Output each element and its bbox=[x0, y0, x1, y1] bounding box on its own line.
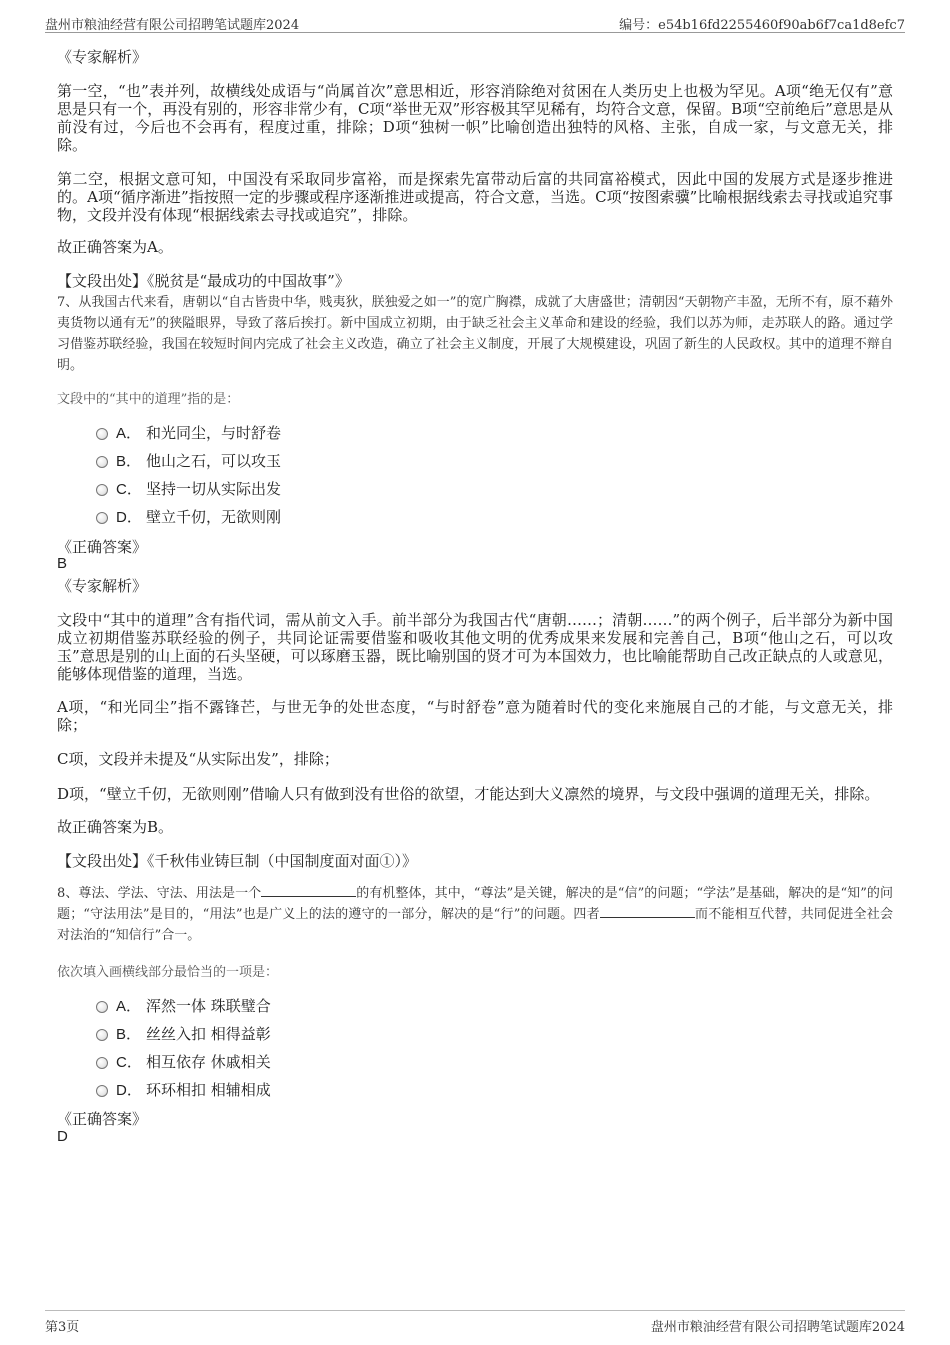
q7-prompt: 文段中的“其中的道理”指的是： bbox=[57, 392, 240, 407]
option-letter: C． bbox=[116, 1053, 142, 1071]
q7-option-b[interactable] bbox=[96, 450, 281, 470]
q7-expert-label: 《专家解析》 bbox=[57, 577, 148, 595]
q6-expert-label: 《专家解析》 bbox=[57, 48, 148, 66]
q7-analysis-para4 bbox=[57, 785, 893, 803]
option-letter: D． bbox=[116, 1081, 142, 1099]
q6-source: 【文段出处】《脱贫是“最成功的中国故事”》 bbox=[57, 272, 350, 290]
q7-conclusion: 故正确答案为B。 bbox=[57, 818, 174, 836]
radio-icon[interactable] bbox=[96, 1001, 108, 1013]
q7-answer: B bbox=[57, 555, 68, 572]
option-letter: C． bbox=[116, 480, 142, 498]
q8-option-b[interactable] bbox=[96, 1023, 271, 1043]
q8-prompt: 依次填入画横线部分最恰当的一项是： bbox=[57, 965, 279, 980]
radio-icon[interactable] bbox=[96, 484, 108, 496]
radio-icon[interactable] bbox=[96, 1029, 108, 1041]
q8-option-d[interactable] bbox=[96, 1079, 271, 1099]
q7-answer-label: 《正确答案》 bbox=[57, 538, 148, 556]
analysis-text: 第二空，根据文意可知，中国没有采取同步富裕，而是探索先富带动后富的共同富裕模式，因此中国的发展方式是逐步推进的。A项“循序渐进”指按照一定的步骤或程序逐渐推进或提高，符合文意，当选。C项“按图索骥”比喻根据线索去寻找或追究事物，文段并没有体现“根据线索去寻找或追究”，排除。 bbox=[57, 170, 893, 224]
q8-answer: D bbox=[57, 1128, 68, 1145]
q8-text-part3: 而不能相互代替，共同促进全社会对法治的“知信行”合一。 bbox=[57, 907, 893, 943]
radio-icon[interactable] bbox=[96, 1057, 108, 1069]
option-letter: D． bbox=[116, 508, 142, 526]
q8-answer-label: 《正确答案》 bbox=[57, 1110, 148, 1128]
q7-option-d[interactable] bbox=[96, 506, 281, 526]
header-serial: 编号：e54b16fd2255460f90ab6f7ca1d8efc7 bbox=[619, 18, 905, 33]
option-text: 浑然一体 珠联璧合 bbox=[146, 996, 271, 1015]
option-text: 坚持一切从实际出发 bbox=[146, 479, 282, 498]
q8-question-text bbox=[57, 883, 893, 946]
radio-icon[interactable] bbox=[96, 1085, 108, 1097]
analysis-text: C项，文段并未提及“从实际出发”，排除； bbox=[57, 750, 339, 768]
q8-option-c[interactable] bbox=[96, 1051, 271, 1071]
q7-analysis-para3 bbox=[57, 750, 893, 768]
analysis-text: A项，“和光同尘”指不露锋芒，与世无争的处世态度，“与时舒卷”意为随着时代的变化来施展自己的才能，与文意无关，排除； bbox=[57, 698, 893, 734]
footer-title: 盘州市粮油经营有限公司招聘笔试题库2024 bbox=[650, 1320, 905, 1335]
analysis-text: 第一空，“也”表并列，故横线处成语与“尚属首次”意思相近，形容消除绝对贫困在人类历史上也极为罕见。A项“绝无仅有”意思是只有一个，再没有别的，形容非常少有，C项“举世无双”形容极其罕见稀有，均符合文意，保留。B项“空前绝后”意思是从前没有过，今后也不会再有，程度过重，排除；D项“独树一帜”比喻创造出独特的风格、主张，自成一家，与文意无关，排除。 bbox=[57, 82, 893, 154]
option-letter: B． bbox=[116, 1025, 142, 1043]
option-letter: B． bbox=[116, 452, 142, 470]
option-text: 和光同尘，与时舒卷 bbox=[146, 423, 282, 442]
q7-question-text: 7、从我国古代来看，唐朝以“自古皆贵中华，贱夷狄，朕独爱之如一”的宽广胸襟，成就了大唐盛世；清朝因“天朝物产丰盈，无所不有，原不藉外夷货物以通有无”的狭隘眼界，导致了落后挨打。新中国成立初期，由于缺乏社会主义革命和建设的经验，我们以苏为师，走苏联人的路。通过学习借鉴苏联经验，我国在较短时间内完成了社会主义改造，确立了社会主义制度，开展了大规模建设，巩固了新生的人民政权。其中的道理不辩自明。 bbox=[57, 295, 893, 373]
q8-option-a[interactable] bbox=[96, 995, 271, 1015]
q8-text-part2: 的有机整体，其中，“尊法”是关键，解决的是“信”的问题；“学法”是基础，解决的是“知”的问题；“守法用法”是目的，“用法”也是广义上的法的遵守的一部分，解决的是“行”的问题。四者 bbox=[57, 886, 893, 922]
option-text: 他山之石，可以攻玉 bbox=[146, 451, 282, 470]
page-footer bbox=[45, 1310, 905, 1335]
radio-icon[interactable] bbox=[96, 456, 108, 468]
option-text: 丝丝入扣 相得益彰 bbox=[146, 1024, 271, 1043]
option-text: 环环相扣 相辅相成 bbox=[146, 1080, 271, 1099]
q7-analysis-para2 bbox=[57, 698, 893, 734]
q7-option-c[interactable] bbox=[96, 478, 281, 498]
q7-analysis-para1 bbox=[57, 611, 893, 683]
option-letter: A． bbox=[116, 424, 142, 442]
analysis-text: D项，“壁立千仞，无欲则刚”借喻人只有做到没有世俗的欲望，才能达到大义凛然的境界，与文段中强调的道理无关，排除。 bbox=[57, 785, 880, 803]
q7-source: 【文段出处】《千秋伟业铸巨制（中国制度面对面①）》 bbox=[57, 852, 418, 870]
fill-blank-1 bbox=[261, 884, 356, 897]
radio-icon[interactable] bbox=[96, 512, 108, 524]
q6-analysis-para2 bbox=[57, 170, 893, 224]
analysis-text: 文段中“其中的道理”含有指代词，需从前文入手。前半部分为我国古代“唐朝……；清朝……”的两个例子，后半部分为新中国成立初期借鉴苏联经验的例子，共同论证需要借鉴和吸收其他文明的优秀成果来发展和完善自己，B项“他山之石，可以攻玉”意思是别的山上面的石头坚硬，可以琢磨玉器，既比喻别国的贤才可为本国效力，也比喻能帮助自己改正缺点的人或意见，能够体现借鉴的道理，当选。 bbox=[57, 611, 893, 683]
option-letter: A． bbox=[116, 997, 142, 1015]
q8-text-part1: 8、尊法、学法、守法、用法是一个 bbox=[57, 886, 262, 901]
header-title: 盘州市粮油经营有限公司招聘笔试题库2024 bbox=[45, 18, 300, 33]
q7-option-a[interactable] bbox=[96, 422, 281, 442]
page-number: 第3页 bbox=[45, 1320, 80, 1335]
page-header bbox=[45, 10, 905, 33]
option-text: 壁立千仞，无欲则刚 bbox=[146, 507, 282, 526]
q6-analysis-para1 bbox=[57, 82, 893, 154]
option-text: 相互依存 休戚相关 bbox=[146, 1052, 271, 1071]
radio-icon[interactable] bbox=[96, 428, 108, 440]
fill-blank-2 bbox=[600, 905, 695, 918]
q6-conclusion: 故正确答案为A。 bbox=[57, 238, 173, 256]
